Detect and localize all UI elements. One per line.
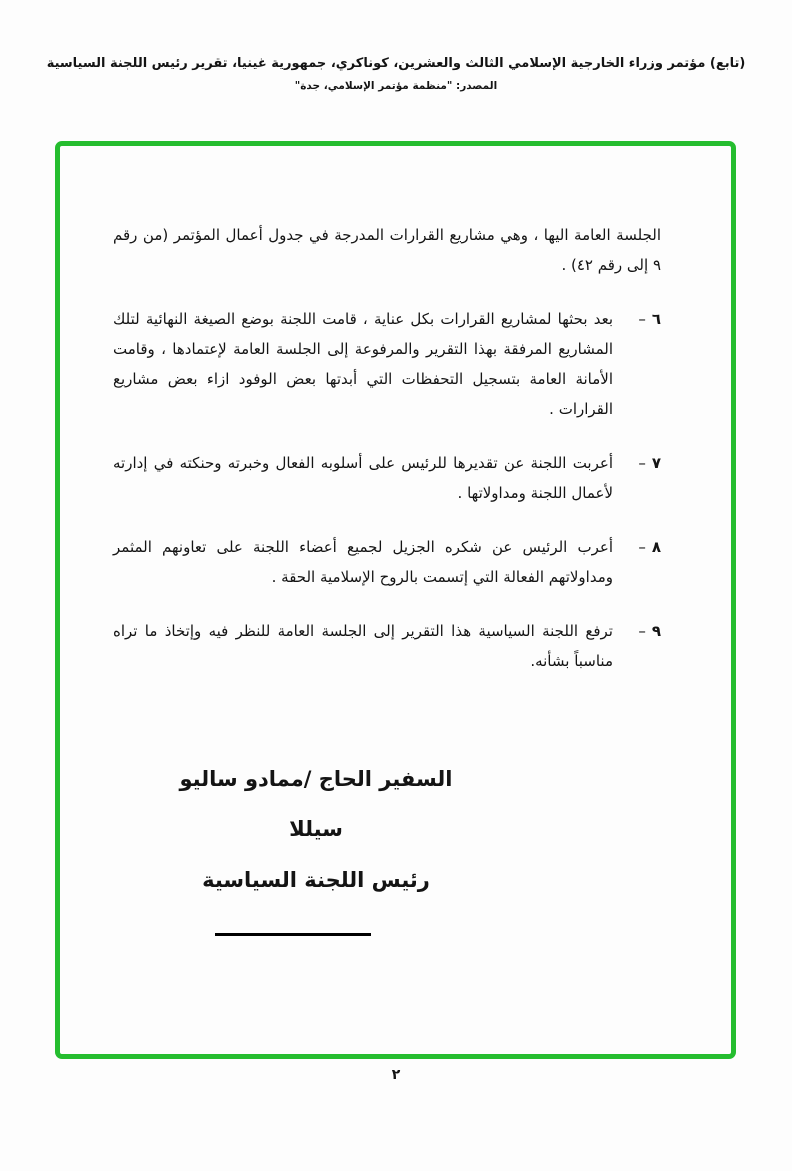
document-body: [113, 220, 661, 936]
item-number-value: ٧: [651, 454, 661, 472]
item-number: [613, 448, 661, 508]
document-source-line: المصدر: "منظمة مؤتمر الإسلامي، جدة": [294, 80, 498, 92]
item-number-value: ٦: [651, 310, 661, 328]
item-number: [613, 616, 661, 676]
item-number: [613, 304, 661, 424]
page-number: ٢: [391, 1067, 401, 1083]
numbered-item: [113, 616, 661, 676]
numbered-item: [113, 532, 661, 592]
numbered-item: [113, 304, 661, 424]
item-dash: –: [638, 538, 646, 556]
item-dash: –: [638, 622, 646, 640]
item-text: أعربت اللجنة عن تقديرها للرئيس على أسلوبه الفعال وخبرته وحنكته في إدارته لأعمال اللجنة ومداولاتها .: [113, 454, 613, 502]
item-text: أعرب الرئيس عن شكره الجزيل لجميع أعضاء اللجنة على تعاونهم المثمر ومداولاتهم الفعالة التي إتسمت بالروح الإسلامية الحقة .: [113, 538, 613, 586]
page-header: [0, 56, 792, 92]
document-header-title: (تابع) مؤتمر وزراء الخارجية الإسلامي الثالث والعشرين، كوناكري، جمهورية غينيا، تقرير رئيس اللجنة السياسية: [46, 56, 746, 71]
intro-paragraph: الجلسة العامة اليها ، وهي مشاريع القرارات المدرجة في جدول أعمال المؤتمر (من رقم ٩ إلى رقم ٤٢) .: [113, 226, 661, 274]
item-number-value: ٩: [651, 622, 661, 640]
numbered-item: [113, 448, 661, 508]
signature-title: رئيس اللجنة السياسية: [202, 867, 430, 892]
item-number: [613, 532, 661, 592]
item-dash: –: [638, 454, 646, 472]
item-text: ترفع اللجنة السياسية هذا التقرير إلى الجلسة العامة للنظر فيه وإتخاذ ما تراه مناسباً بشأنه.: [113, 622, 613, 670]
signature-rule: [215, 933, 371, 936]
signature-block: [166, 754, 466, 905]
item-number-value: ٨: [651, 538, 661, 556]
item-text: بعد بحثها لمشاريع القرارات بكل عناية ، قامت اللجنة بوضع الصيغة النهائية لتلك المشاريع المرفقة بهذا التقرير والمرفوعة إلى الجلسة العامة لإعتمادها ، وقامت الأمانة العامة بتسجيل التحفظات التي أبدتها بعض الوفود ازاء بعض مشاريع القرارات .: [113, 310, 613, 418]
signature-name: السفير الحاج /ممادو ساليو سيللا: [179, 767, 453, 842]
item-dash: –: [638, 310, 646, 328]
